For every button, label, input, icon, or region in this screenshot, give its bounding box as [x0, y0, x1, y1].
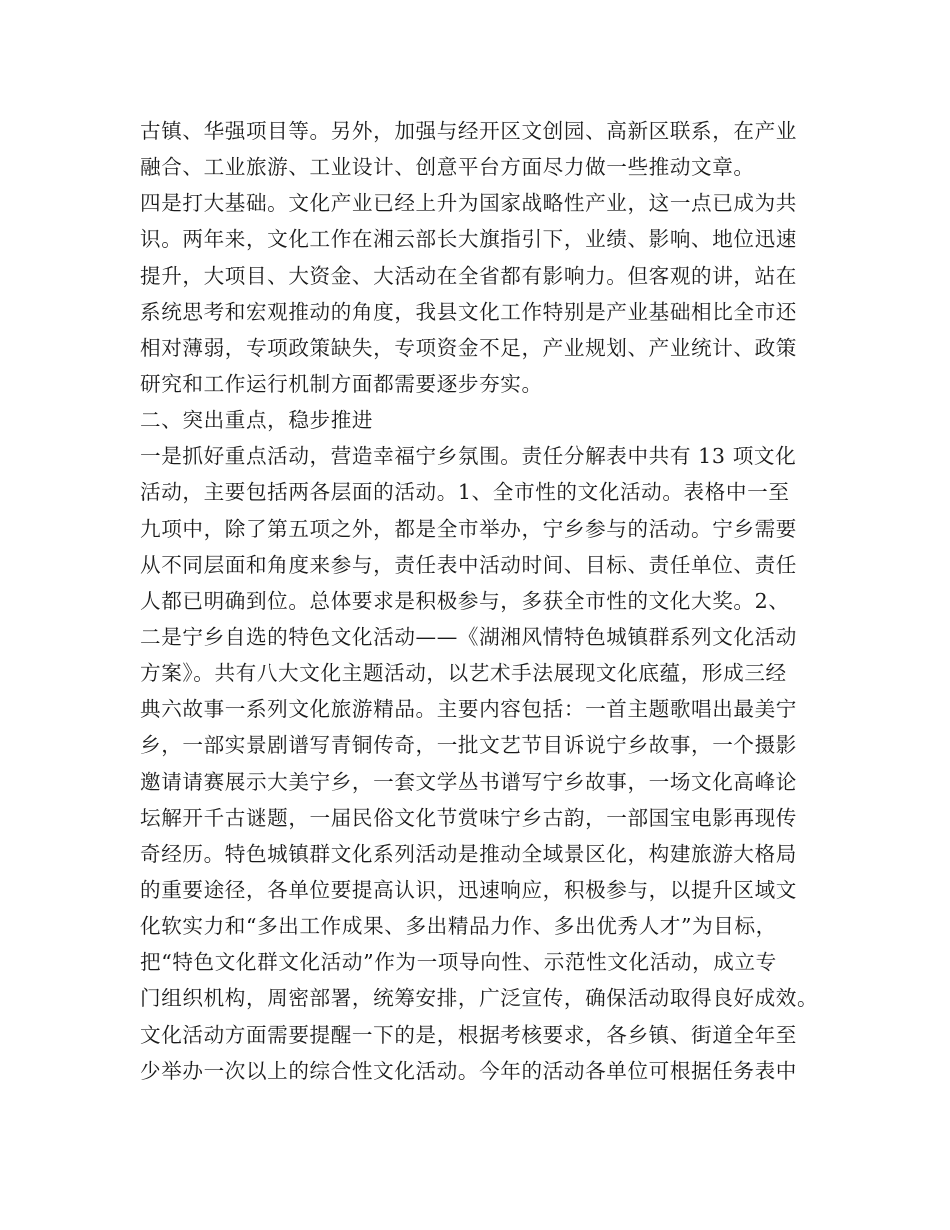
text-line: 相对薄弱，专项政策缺失，专项资金不足，产业规划、产业统计、政策 [140, 335, 798, 360]
paragraph-heading-line: 四是打大基础。文化产业已经上升为国家战略性产业，这一点已成为共 [140, 191, 798, 216]
text-line: 门组织机构，周密部署，统筹安排，广泛宣传，确保活动取得良好成效。 [140, 986, 819, 1011]
text-line: 少举办一次以上的综合性文化活动。今年的活动各单位可根据任务表中 [140, 1058, 798, 1083]
text-line: 从不同层面和角度来参与，责任表中活动时间、目标、责任单位、责任 [140, 552, 798, 577]
text-line: 典六故事一系列文化旅游精品。主要内容包括：一首主题歌唱出最美宁 [140, 697, 798, 722]
text-line: 文化活动方面需要提醒一下的是，根据考核要求，各乡镇、街道全年至 [140, 1022, 798, 1047]
text-line: 系统思考和宏观推动的角度，我县文化工作特别是产业基础相比全市还 [140, 299, 798, 324]
text-line: 古镇、华强项目等。另外，加强与经开区文创园、高新区联系，在产业 [140, 119, 798, 143]
text-line: 的重要途径，各单位要提高认识，迅速响应，积极参与，以提升区域文 [140, 877, 798, 902]
text-line: 乡，一部实景剧谱写青铜传奇，一批文艺节目诉说宁乡故事，一个摄影 [140, 733, 798, 758]
text-line: 化软实力和“多出工作成果、多出精品力作、多出优秀人才”为目标， [140, 914, 777, 939]
text-line: 研究和工作运行机制方面都需要逐步夯实。 [140, 371, 543, 396]
text-line: 把“特色文化群文化活动”作为一项导向性、示范性文化活动，成立专 [140, 950, 777, 975]
text-line: 奇经历。特色城镇群文化系列活动是推动全域景区化，构建旅游大格局 [140, 841, 798, 866]
text-line: 邀请请赛展示大美宁乡，一套文学丛书谱写宁乡故事，一场文化高峰论 [140, 769, 798, 794]
text-line: 识。两年来，文化工作在湘云部长大旗指引下，业绩、影响、地位迅速 [140, 227, 798, 252]
text-line: 二是宁乡自选的特色文化活动——《湖湘风情特色城镇群系列文化活动 [140, 624, 798, 649]
text-line: 活动，主要包括两各层面的活动。1、全市性的文化活动。表格中一至 [140, 480, 790, 505]
text-line: 方案》。共有八大文化主题活动，以艺术手法展现文化底蕴，形成三经 [140, 661, 787, 686]
section-heading: 二、突出重点，稳步推进 [140, 408, 374, 433]
text-line: 坛解开千古谜题，一届民俗文化节赏味宁乡古韵，一部国宝电影再现传 [140, 805, 798, 830]
text-line: 人都已明确到位。总体要求是积极参与，多获全市性的文化大奖。2、 [140, 588, 790, 613]
paragraph-heading-line: 一是抓好重点活动，营造幸福宁乡氛围。责任分解表中共有 13 项文化 [140, 444, 797, 469]
document-body [140, 113, 830, 1089]
text-line: 融合、工业旅游、工业设计、创意平台方面尽力做一些推动文章。 [140, 155, 755, 180]
text-line: 九项中，除了第五项之外，都是全市举办，宁乡参与的活动。宁乡需要 [140, 516, 798, 541]
text-line: 提升，大项目、大资金、大活动在全省都有影响力。但客观的讲，站在 [140, 263, 798, 288]
